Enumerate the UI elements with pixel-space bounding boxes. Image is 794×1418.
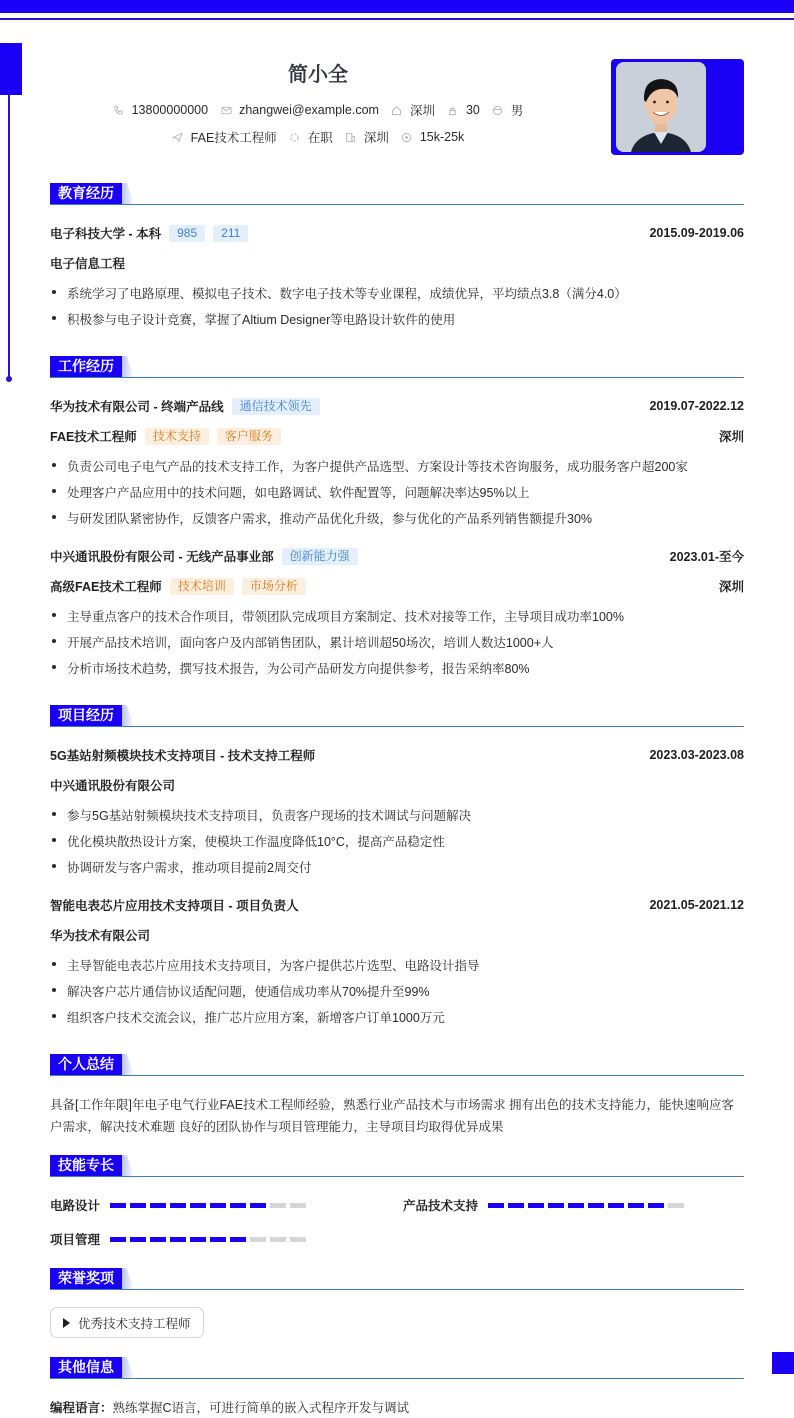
skill-segment [270,1237,286,1242]
project-company: 华为技术有限公司 [50,929,151,943]
education-bullet: 系统学习了电路原理、模拟电子技术、数字电子技术等专业课程，成绩优异，平均绩点3.8（满分4.0） [50,284,750,302]
left-accent-dot [6,376,12,382]
section-title: 个人总结 [50,1054,122,1075]
skill-segment [210,1237,226,1242]
skill-level-bar [110,1203,306,1208]
skill-segment [150,1203,166,1208]
skill-item [50,1230,306,1248]
section-awards [50,1268,744,1290]
skill-segment [568,1203,584,1208]
skill-level-bar [488,1203,684,1208]
project-period: 2023.03-2023.08 [649,748,744,762]
skill-name: 电路设计 [50,1199,101,1213]
other-info-text: 熟练掌握C语言，可进行简单的嵌入式程序开发与调试 [112,1401,410,1415]
project-period: 2021.05-2021.12 [649,898,744,912]
project-name: 5G基站射频模块技术支持项目 - 技术支持工程师 [50,749,316,763]
contact-gender: 男 [492,101,524,119]
role-tag: 技术支持 [145,428,209,445]
project-bullet: 组织客户技术交流会议，推广芯片应用方案，新增客户订单1000万元 [50,1008,750,1026]
skill-segment [230,1237,246,1242]
section-title: 荣誉奖项 [50,1268,122,1289]
job-salary: 15k-25k [401,130,464,144]
job-info-row [0,128,636,146]
top-accent-bar [0,0,794,13]
project-name: 智能电表芯片应用技术支持项目 - 项目负责人 [50,899,299,913]
skill-name: 项目管理 [50,1233,101,1247]
company-name: 华为技术有限公司 - 终端产品线 [50,400,224,414]
contact-row [0,101,636,119]
skill-segment [230,1203,246,1208]
skill-name: 产品技术支持 [403,1199,479,1213]
section-title: 教育经历 [50,183,122,204]
section-education [50,183,744,205]
role-tag: 客户服务 [217,428,281,445]
work-location: 深圳 [718,580,744,594]
skill-segment [588,1203,604,1208]
gender-icon [492,104,504,116]
job-role: FAE技术工程师 [50,430,137,444]
skill-level-bar [110,1237,306,1242]
company-name: 中兴通讯股份有限公司 - 无线产品事业部 [50,550,274,564]
education-major: 电子信息工程 [50,257,126,271]
work-bullet: 负责公司电子电气产品的技术支持工作，为客户提供产品选型、方案设计等技术咨询服务，成功服务客户超200家 [50,457,750,475]
school-name: 电子科技大学 - 本科 [50,227,162,241]
skill-item [403,1196,684,1214]
skill-segment [290,1203,306,1208]
skill-segment [508,1203,524,1208]
candidate-name: 简小全 [288,64,348,86]
project-bullet: 解决客户芯片通信协议适配问题，使通信成功率从70%提升至99% [50,982,750,1000]
role-tag: 技术培训 [170,578,234,595]
triangle-icon [63,1318,70,1328]
skill-segment [648,1203,664,1208]
skill-segment [608,1203,624,1208]
top-accent-line [0,18,794,20]
work-location: 深圳 [718,430,744,444]
contact-city: 深圳 [391,101,435,119]
section-title: 技能专长 [50,1155,122,1176]
age-icon [447,104,459,116]
role-tag: 市场分析 [242,578,306,595]
project-entry-header [50,896,744,914]
section-title: 工作经历 [50,356,122,377]
right-accent-block [772,1352,794,1374]
work-period: 2023.01-至今 [669,550,744,564]
work-period: 2019.07-2022.12 [649,399,744,413]
phone-icon [113,104,125,116]
section-skills [50,1155,744,1177]
education-entry-header [50,224,744,242]
summary-text: 具备[工作年限]年电子电气行业FAE技术工程师经验，熟悉行业产品技术与市场需求 拥有出色的技术支持能力，能快速响应客户需求，解决技术难题 良好的团队协作与项目管理能力，主导项目均取得优异成果 [50,1098,735,1134]
job-city: 深圳 [345,128,389,146]
skill-segment [210,1203,226,1208]
section-work [50,356,744,378]
status-icon [289,131,301,143]
contact-email: zhangwei@example.com [220,103,379,117]
education-bullet: 积极参与电子设计竞赛，掌握了Altium Designer等电路设计软件的使用 [50,310,750,328]
project-bullet: 参与5G基站射频模块技术支持项目，负责客户现场的技术调试与问题解决 [50,806,750,824]
award-label: 优秀技术支持工程师 [78,1316,191,1331]
skill-segment [488,1203,504,1208]
skill-item [50,1196,306,1214]
mail-icon [220,104,232,116]
send-icon [172,131,184,143]
project-company: 中兴通讯股份有限公司 [50,779,176,793]
company-tag: 创新能力强 [282,548,358,565]
skill-segment [668,1203,684,1208]
home-icon [391,104,403,116]
avatar [616,62,706,152]
work-role-row [50,427,744,445]
skill-segment [150,1237,166,1242]
skill-segment [628,1203,644,1208]
section-summary [50,1054,744,1076]
work-bullet: 与研发团队紧密协作，反馈客户需求，推动产品优化升级，参与优化的产品系列销售额提升30% [50,509,750,527]
project-bullet: 主导智能电表芯片应用技术支持项目，为客户提供芯片选型、电路设计指导 [50,956,750,974]
skill-segment [130,1237,146,1242]
skill-segment [548,1203,564,1208]
section-title: 其他信息 [50,1357,122,1378]
other-info-label: 编程语言： [50,1401,113,1415]
work-bullet: 处理客户产品应用中的技术问题，如电路调试、软件配置等，问题解决率达95%以上 [50,483,750,501]
building-icon [345,131,357,143]
education-period: 2015.09-2019.06 [649,226,744,240]
award-item [50,1307,204,1338]
work-entry-header [50,547,744,565]
salary-icon [401,131,413,143]
school-tag: 211 [213,225,248,242]
photo-frame [611,59,744,155]
work-role-row [50,577,744,595]
job-role: 高级FAE技术工程师 [50,580,162,594]
job-title: FAE技术工程师 [172,128,277,146]
school-tag: 985 [169,225,205,242]
skill-segment [290,1237,306,1242]
contact-phone: 13800000000 [113,103,208,117]
other-info-item [50,1398,409,1416]
skill-segment [270,1203,286,1208]
section-title: 项目经历 [50,705,122,726]
skill-segment [170,1203,186,1208]
job-status: 在职 [289,128,333,146]
project-entry-header [50,746,744,764]
skill-segment [170,1237,186,1242]
work-bullet: 开展产品技术培训，面向客户及内部销售团队，累计培训超50场次，培训人数达1000+人 [50,633,750,651]
section-projects [50,705,744,727]
skill-segment [130,1203,146,1208]
project-bullet: 优化模块散热设计方案，使模块工作温度降低10°C，提高产品稳定性 [50,832,750,850]
skill-segment [110,1203,126,1208]
skill-segment [190,1203,206,1208]
skill-segment [528,1203,544,1208]
work-bullet: 主导重点客户的技术合作项目，带领团队完成项目方案制定、技术对接等工作，主导项目成功率100% [50,607,750,625]
skill-segment [110,1237,126,1242]
work-bullet: 分析市场技术趋势，撰写技术报告，为公司产品研发方向提供参考，报告采纳率80% [50,659,750,677]
project-bullet: 协调研发与客户需求，推动项目提前2周交付 [50,858,750,876]
skill-segment [250,1237,266,1242]
work-entry-header [50,397,744,415]
skill-segment [250,1203,266,1208]
skill-segment [190,1237,206,1242]
company-tag: 通信技术领先 [232,398,320,415]
contact-age: 30 [447,103,480,117]
section-other [50,1357,744,1379]
